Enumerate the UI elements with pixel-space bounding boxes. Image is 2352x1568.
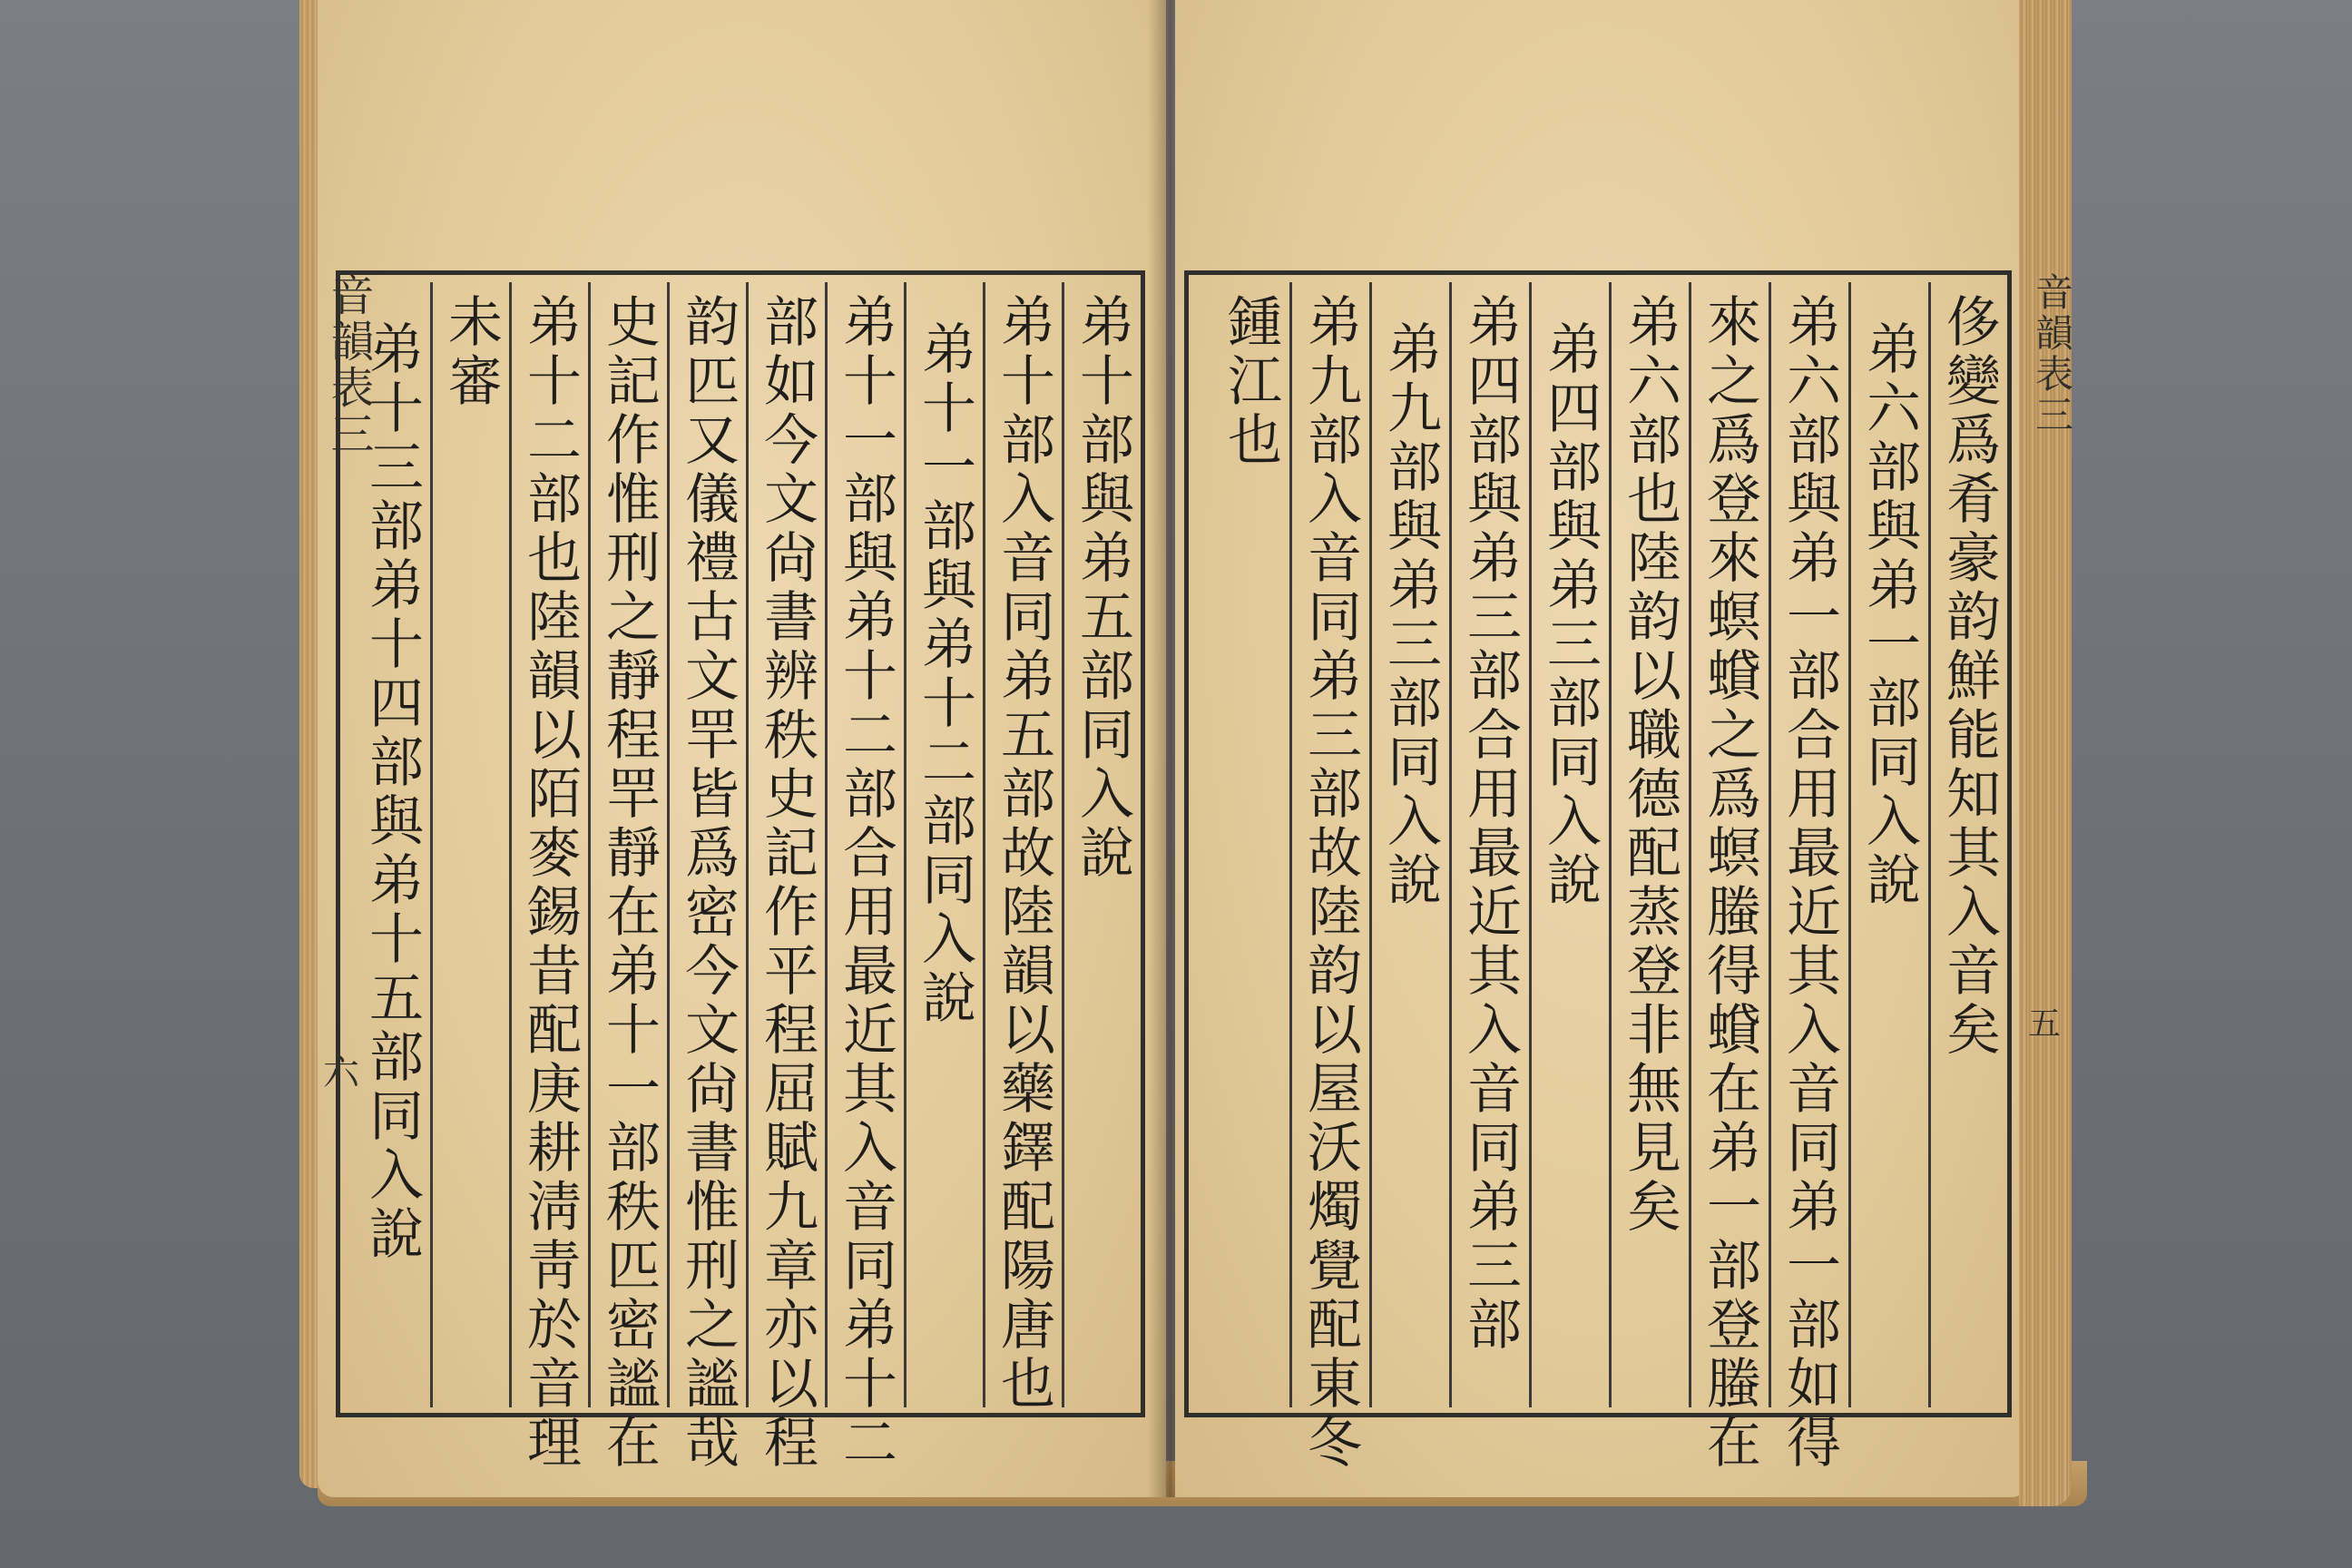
text-column: 弟十部與弟五部同入說 <box>1071 293 1134 883</box>
text-column: 弟十部入音同弟五部故陸韻以藥鐸配陽唐也 <box>992 293 1055 1414</box>
column-rule <box>1769 282 1771 1407</box>
column-rule <box>1062 282 1064 1407</box>
text-column: 侈變爲肴豪韵鮮能知其入音矣 <box>1937 293 2001 1060</box>
text-column: 弟九部與弟三部同入說 <box>1378 320 1442 910</box>
text-column: 部如今文尙書辨秩史記作平程屈賦九章亦以程 <box>755 293 818 1473</box>
open-book <box>299 0 2078 1568</box>
left-page-number: 六 <box>323 1052 359 1093</box>
text-column: 弟六部也陸韵以職德配蒸登非無見矣 <box>1618 293 1681 1237</box>
column-rule <box>1289 282 1292 1407</box>
text-column: 弟六部與弟一部合用最近其入音同弟一部如得 <box>1778 293 1841 1473</box>
right-page-stack-edge <box>2019 0 2072 1506</box>
text-column: 弟九部入音同弟三部故陸韵以屋沃燭覺配東冬 <box>1298 293 1362 1473</box>
text-column: 弟十二部也陸韻以陌麥錫昔配庚耕淸靑於音理 <box>518 293 582 1473</box>
text-column: 弟四部與弟三部同入說 <box>1538 320 1602 910</box>
column-rule <box>667 282 670 1407</box>
column-rule <box>983 282 985 1407</box>
left-margin-label: 音韻表三 <box>323 272 374 457</box>
column-rule <box>746 282 749 1407</box>
text-column: 弟四部與弟三部合用最近其入音同弟三部 <box>1458 293 1522 1355</box>
left-text-frame <box>336 270 1145 1473</box>
text-column: 史記作惟刑之靜程䍐靜在弟十一部秩匹密謐在 <box>597 293 661 1473</box>
column-rule <box>1529 282 1532 1407</box>
text-column: 來之爲登來螟蟘之爲螟螣得蟘在弟一部登螣在 <box>1698 293 1761 1473</box>
right-text-frame <box>1184 270 2012 1473</box>
column-rule <box>1609 282 1612 1407</box>
text-column: 弟十三部弟十四部與弟十五部同入說 <box>360 320 424 1264</box>
text-column: 韵匹又儀禮古文䍐皆爲密今文尙書惟刑之謐哉 <box>676 293 740 1473</box>
column-rule <box>1848 282 1851 1407</box>
column-rule <box>509 282 512 1407</box>
column-rule <box>430 282 433 1407</box>
right-margin-label: 音韻表三 <box>2030 272 2074 436</box>
text-column: 未審 <box>439 293 503 411</box>
column-rule <box>1369 282 1372 1407</box>
text-column: 弟六部與弟一部同入說 <box>1857 320 1921 910</box>
text-column: 鍾江也 <box>1219 293 1282 470</box>
column-rule <box>588 282 591 1407</box>
right-page-number: 五 <box>2028 1005 2062 1043</box>
text-column: 弟十一部與弟十二部合用最近其入音同弟十二 <box>834 293 897 1473</box>
column-rule <box>904 282 906 1407</box>
column-rule <box>1928 282 1931 1407</box>
column-rule <box>825 282 828 1407</box>
column-rule <box>1449 282 1452 1407</box>
text-column: 弟十一部與弟十二部同入說 <box>913 320 976 1028</box>
column-rule <box>1689 282 1691 1407</box>
